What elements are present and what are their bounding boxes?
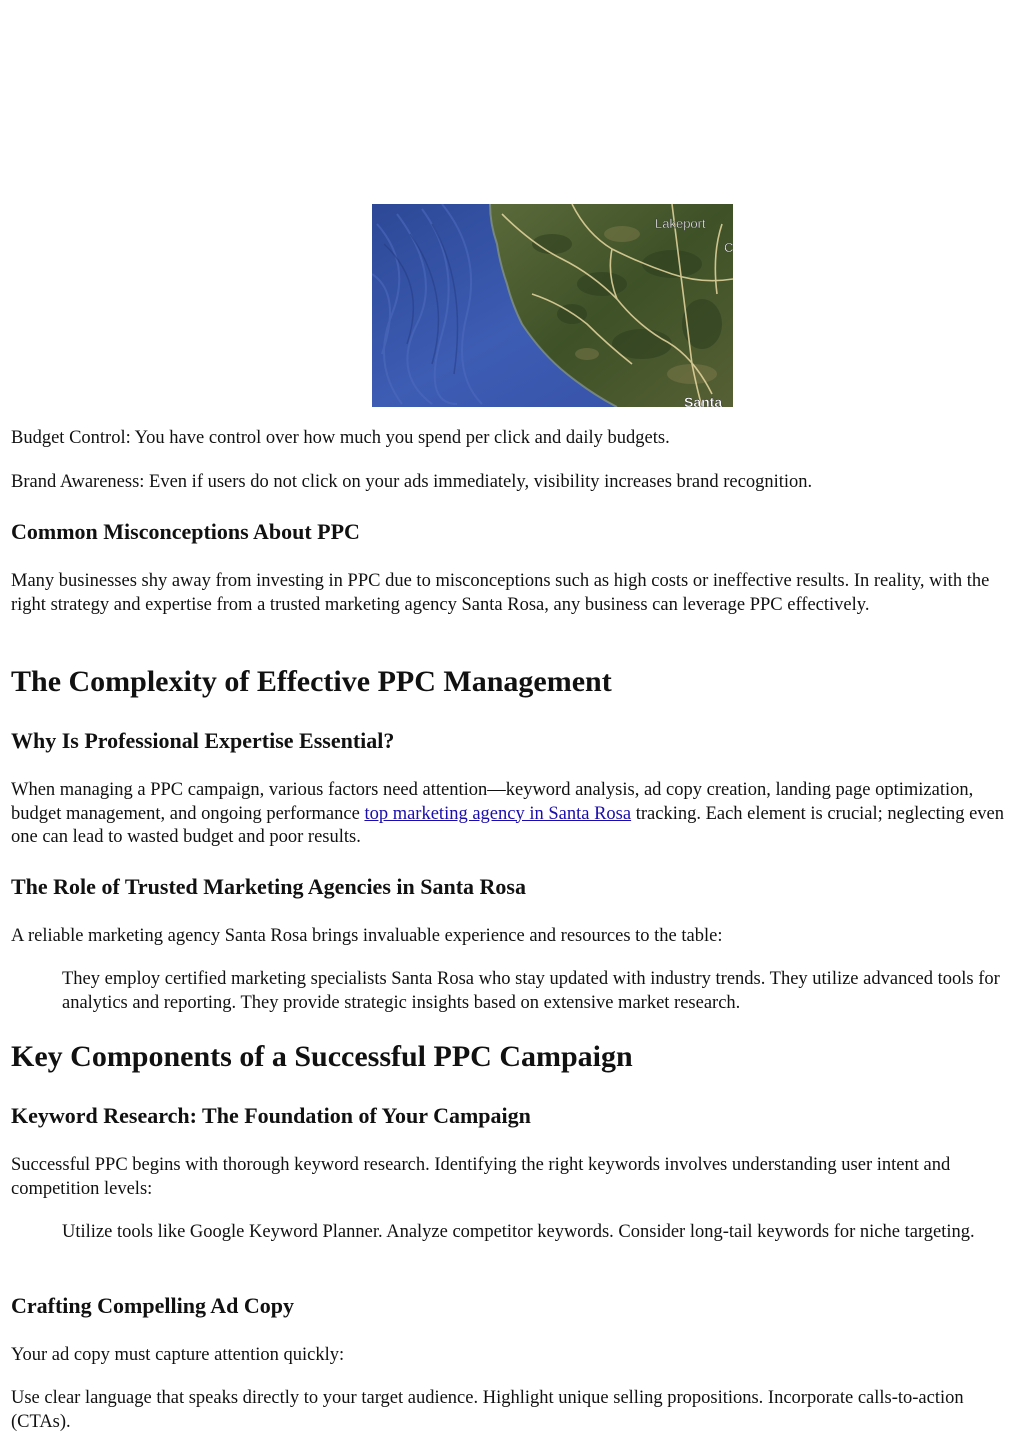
heading-key-components: Key Components of a Successful PPC Campaign — [11, 1040, 633, 1073]
map-label-lakeport: Lakeport — [655, 216, 706, 231]
heading-keyword-research: Keyword Research: The Foundation of Your Campaign — [11, 1103, 531, 1128]
heading-ad-copy: Crafting Compelling Ad Copy — [11, 1293, 294, 1318]
map-label-santa: Santa — [684, 394, 723, 407]
heading-role-agencies: The Role of Trusted Marketing Agencies in Santa Rosa — [11, 874, 526, 899]
agency-intro-paragraph: A reliable marketing agency Santa Rosa brings invaluable experience and resources to the table: — [11, 926, 723, 946]
expertise-text-before: When managing a PPC campaign, various factors need attention—keyword analysis, ad copy creation, landing page optimization, budget management, and ongoing performance — [11, 780, 974, 824]
top-marketing-agency-link[interactable]: top marketing agency in Santa Rosa — [364, 803, 632, 824]
map-label-c: C — [724, 240, 733, 255]
expertise-text-after: tracking. Each element is crucial; neglecting even one can lead to wasted budget and poor results. — [11, 803, 1005, 847]
keyword-paragraph: Successful PPC begins with thorough keyword research. Identifying the right keywords involves understanding user intent and competition levels: — [11, 1155, 951, 1199]
keyword-list-paragraph: Utilize tools like Google Keyword Planner. Analyze competitor keywords. Consider long-tail keywords for niche targeting. — [62, 1222, 975, 1242]
agency-list-paragraph: They employ certified marketing specialists Santa Rosa who stay updated with industry trends. They utilize advanced tools for analytics and reporting. They provide strategic insights based on extensive market research. — [62, 969, 1000, 1013]
expertise-paragraph — [11, 779, 1013, 850]
adcopy-intro-paragraph: Your ad copy must capture attention quickly: — [11, 1345, 345, 1365]
brand-awareness-paragraph: Brand Awareness: Even if users do not click on your ads immediately, visibility increases brand recognition. — [11, 472, 813, 492]
satellite-map-image — [372, 204, 733, 407]
heading-why-expertise: Why Is Professional Expertise Essential? — [11, 728, 395, 753]
heading-misconceptions: Common Misconceptions About PPC — [11, 519, 360, 544]
budget-control-paragraph: Budget Control: You have control over how much you spend per click and daily budgets. — [11, 428, 670, 448]
misconceptions-paragraph: Many businesses shy away from investing in PPC due to misconceptions such as high costs or ineffective results. In reality, with the right strategy and expertise from a trusted marketing agency Santa Rosa, any business can leverage PPC effectively. — [11, 571, 990, 615]
heading-complexity: The Complexity of Effective PPC Management — [11, 665, 612, 698]
adcopy-list-paragraph: Use clear language that speaks directly to your target audience. Highlight unique selling propositions. Incorporate calls-to-action (CTAs). — [11, 1388, 964, 1432]
